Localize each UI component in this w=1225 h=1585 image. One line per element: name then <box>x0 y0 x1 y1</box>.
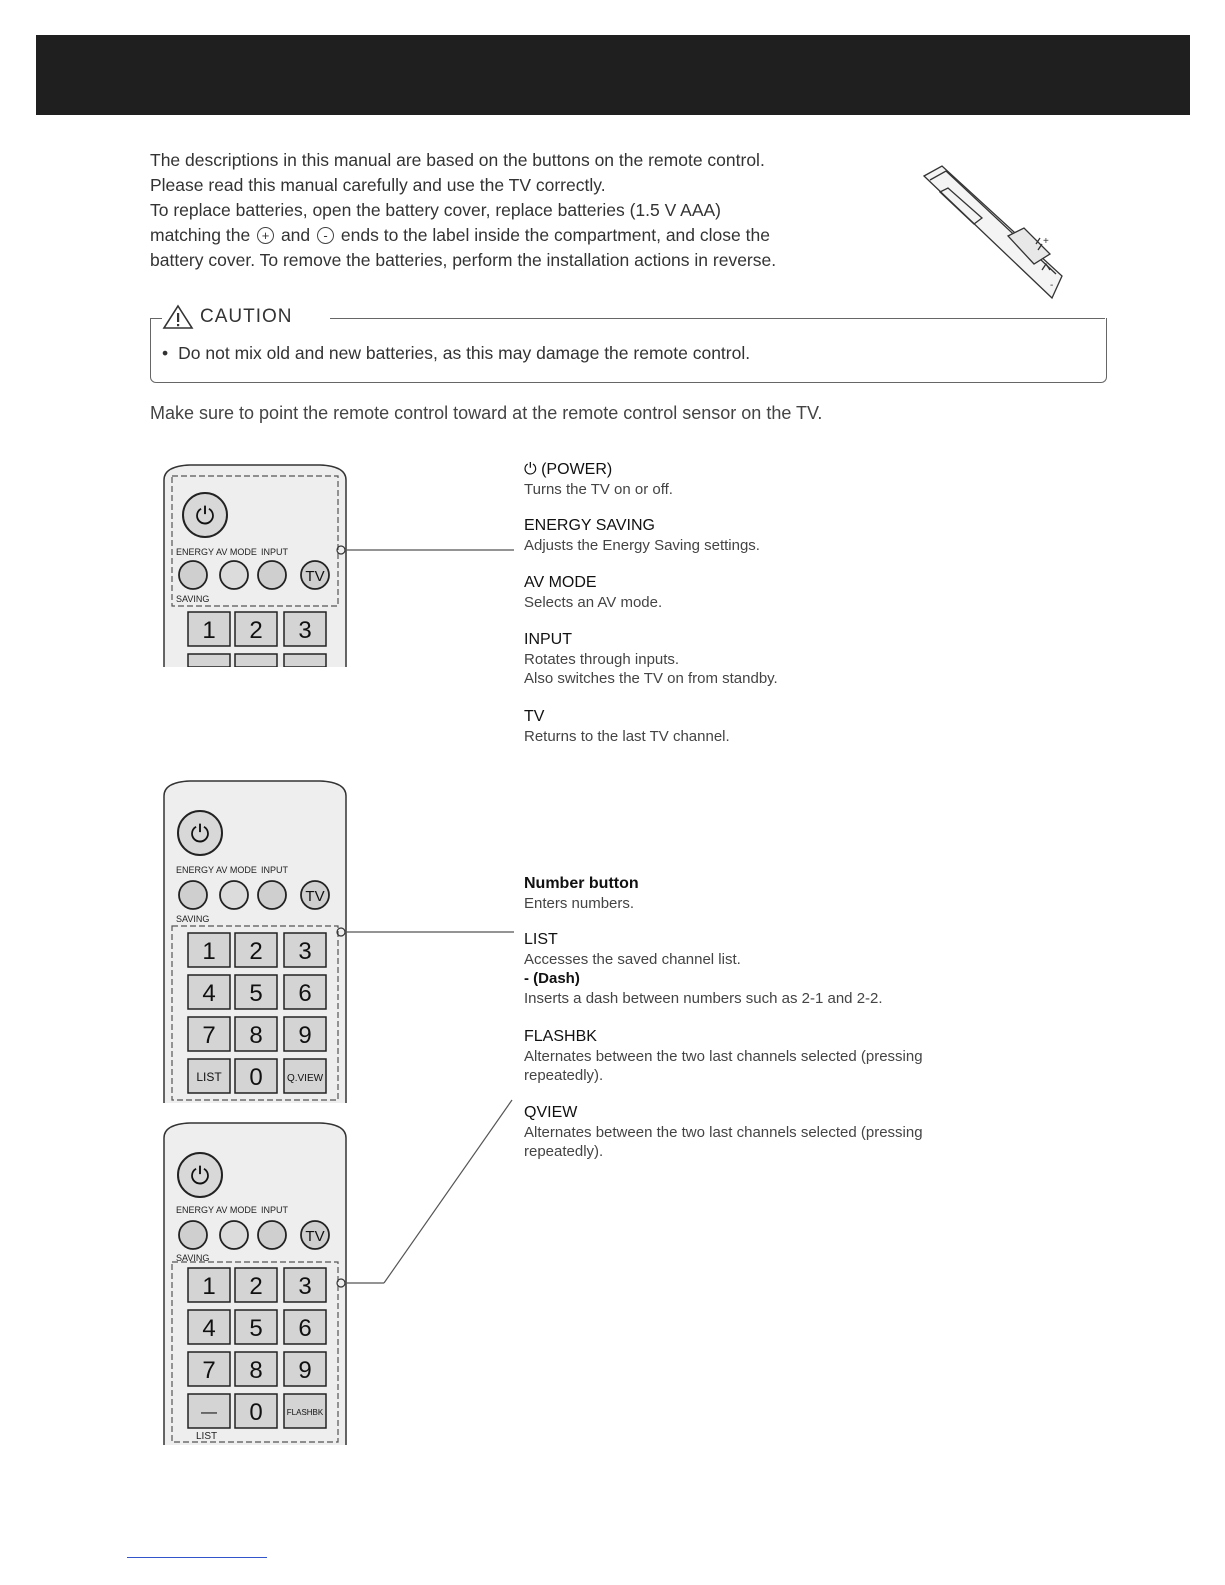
desc-title: FLASHBK <box>524 1028 597 1045</box>
desc-title: QVIEW <box>524 1104 578 1121</box>
digit-9: 9 <box>298 1357 312 1384</box>
desc-text: Also switches the TV on from standby. <box>524 670 778 687</box>
desc-text: Selects an AV mode. <box>524 594 663 611</box>
digit-6: 6 <box>298 980 312 1007</box>
intro-line: To replace batteries, open the battery cover, replace batteries (1.5 V AAA) <box>150 200 722 220</box>
digit-1: 1 <box>202 938 216 965</box>
remote-middle-illustration <box>160 778 350 1103</box>
input-label: INPUT <box>261 865 288 875</box>
desc-text: Enters numbers. <box>524 895 635 912</box>
intro-text-part: and <box>280 225 311 245</box>
input-button <box>258 881 286 909</box>
desc-title: ENERGY SAVING <box>524 517 655 534</box>
digit-3: 3 <box>298 617 312 644</box>
desc-av-mode <box>524 573 1024 612</box>
caution-heading <box>162 304 301 330</box>
av-mode-label: AV MODE <box>216 865 257 875</box>
desc-title: LIST <box>524 931 558 948</box>
digit-5: 5 <box>249 1315 263 1342</box>
bullet: • <box>162 343 169 363</box>
caution-text: Do not mix old and new batteries, as this may damage the remote control. <box>178 343 751 363</box>
tv-label: TV <box>305 568 325 585</box>
energy-label: ENERGY <box>176 1205 215 1215</box>
intro-line: The descriptions in this manual are based on the buttons on the remote control. <box>150 150 765 170</box>
header-bar <box>36 35 1190 115</box>
desc-title: ⏻ (POWER) <box>524 461 613 478</box>
power-icon: ⏻ <box>190 820 210 848</box>
caution-item <box>162 343 750 364</box>
digit-3: 3 <box>298 1273 312 1300</box>
desc-text: Accesses the saved channel list. <box>524 951 741 968</box>
digit-9: 9 <box>298 1022 312 1049</box>
warning-icon <box>162 304 194 330</box>
input-label: INPUT <box>261 547 288 557</box>
list-label: LIST <box>196 1431 218 1442</box>
saving-label: SAVING <box>176 914 210 924</box>
flashbk-button-label: FLASHBK <box>286 1408 324 1417</box>
battery-remote-illustration <box>912 158 1072 308</box>
qview-button-label: Q.VIEW <box>286 1073 324 1084</box>
desc-tv <box>524 707 1024 746</box>
plus-icon: + <box>257 227 274 244</box>
saving-label: SAVING <box>176 1253 210 1263</box>
tv-label: TV <box>305 1228 325 1245</box>
desc-text: Turns the TV on or off. <box>524 481 673 498</box>
digit-2: 2 <box>249 938 263 965</box>
desc-title: INPUT <box>524 631 572 648</box>
remote-bottom-illustration <box>160 1120 350 1445</box>
pointing-instruction: Make sure to point the remote control toward at the remote control sensor on the TV. <box>150 403 823 423</box>
intro-line <box>150 223 910 248</box>
av-mode-button <box>220 561 248 589</box>
desc-text: Returns to the last TV channel. <box>524 728 730 745</box>
digit-2: 2 <box>249 1273 263 1300</box>
desc-title: TV <box>524 708 545 725</box>
digit-0: 0 <box>249 1064 263 1091</box>
energy-label: ENERGY <box>176 865 215 875</box>
desc-title: - (Dash) <box>524 970 580 987</box>
energy-saving-button <box>179 881 207 909</box>
digit-3: 3 <box>298 938 312 965</box>
energy-label: ENERGY <box>176 547 215 557</box>
list-button-label: LIST <box>196 1070 222 1084</box>
power-icon: ⏻ <box>195 502 215 530</box>
desc-text: Inserts a dash between numbers such as 2-1 and 2-2. <box>524 990 883 1007</box>
desc-power <box>524 460 1024 499</box>
energy-saving-button <box>179 1221 207 1249</box>
callout-line <box>336 926 516 938</box>
av-mode-button <box>220 881 248 909</box>
desc-text: Rotates through inputs. <box>524 651 680 668</box>
digit-6: 6 <box>298 1315 312 1342</box>
digit-1: 1 <box>202 1273 216 1300</box>
intro-line: battery cover. To remove the batteries, perform the installation actions in reverse. <box>150 250 777 270</box>
callout-line <box>336 1096 516 1292</box>
dash-button-label: — <box>201 1404 217 1421</box>
caution-label: CAUTION <box>200 306 293 327</box>
intro-line: Please read this manual carefully and use the TV correctly. <box>150 175 606 195</box>
digit-1: 1 <box>202 617 216 644</box>
digit-2: 2 <box>249 617 263 644</box>
desc-input <box>524 630 1024 688</box>
desc-text: Alternates between the two last channels selected (pressing <box>524 1124 923 1141</box>
power-icon: ⏻ <box>190 1162 210 1190</box>
desc-flashbk <box>524 1027 1024 1085</box>
desc-text: Alternates between the two last channels selected (pressing <box>524 1048 923 1065</box>
desc-title: AV MODE <box>524 574 597 591</box>
svg-text:+: + <box>1043 236 1049 247</box>
intro-text <box>150 148 910 273</box>
svg-text:-: - <box>1050 280 1054 291</box>
desc-energy-saving <box>524 516 1024 555</box>
footer-rule <box>127 1557 267 1558</box>
digit-8: 8 <box>249 1357 263 1384</box>
digit-4: 4 <box>202 1315 216 1342</box>
digit-7: 7 <box>202 1022 216 1049</box>
desc-list <box>524 930 1024 1008</box>
desc-qview <box>524 1103 1024 1161</box>
desc-text: repeatedly). <box>524 1143 604 1160</box>
tv-label: TV <box>305 888 325 905</box>
intro-text-part: matching the <box>150 225 251 245</box>
digit-7: 7 <box>202 1357 216 1384</box>
saving-label: SAVING <box>176 594 210 604</box>
input-button <box>258 561 286 589</box>
callout-line <box>336 544 516 556</box>
minus-icon: - <box>317 227 334 244</box>
digit-8: 8 <box>249 1022 263 1049</box>
energy-saving-button <box>179 561 207 589</box>
input-button <box>258 1221 286 1249</box>
av-mode-label: AV MODE <box>216 547 257 557</box>
av-mode-label: AV MODE <box>216 1205 257 1215</box>
desc-title: Number button <box>524 875 639 892</box>
input-label: INPUT <box>261 1205 288 1215</box>
desc-text: Adjusts the Energy Saving settings. <box>524 537 760 554</box>
digit-4: 4 <box>202 980 216 1007</box>
intro-text-part: ends to the label inside the compartment, and close the <box>340 225 770 245</box>
desc-number-button <box>524 874 1024 913</box>
digit-5: 5 <box>249 980 263 1007</box>
desc-text: repeatedly). <box>524 1067 604 1084</box>
av-mode-button <box>220 1221 248 1249</box>
digit-0: 0 <box>249 1399 263 1426</box>
remote-top-illustration <box>160 462 350 667</box>
